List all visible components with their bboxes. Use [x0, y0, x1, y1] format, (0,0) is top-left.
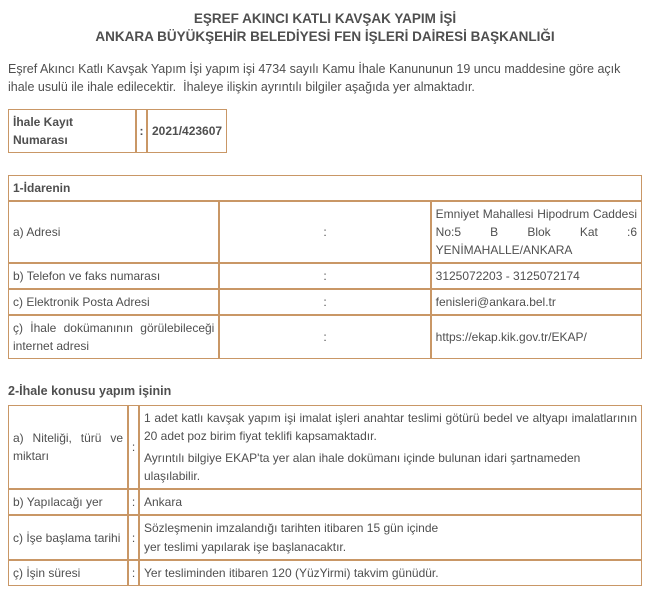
row-value-start-date: [139, 515, 642, 560]
registry-number-table: [8, 109, 227, 153]
table-row: [8, 315, 642, 359]
table-row: [8, 489, 642, 515]
row-label-location: b) Yapılacağı yer: [8, 489, 128, 515]
row-value-address: Emniyet Mahallesi Hipodrum Caddesi No:5 B Blok Kat :6 YENİMAHALLE/ANKARA: [431, 201, 642, 263]
value-line: yer teslimi yapılarak işe başlanacaktır.: [144, 540, 347, 555]
page-title-line1: EŞREF AKINCI KATLI KAVŞAK YAPIM İŞİ: [193, 11, 457, 26]
row-label-document-url: ç) İhale dokümanının görülebileceği internet adresi: [8, 315, 219, 359]
value-paragraph: 1 adet katlı kavşak yapım işi imalat işleri anahtar teslimi götürü bedel ve altyapı imalatlarının 20 adet poz birim fiyat teklifi kapsamaktadır.: [144, 411, 637, 444]
table-row: [8, 560, 642, 586]
row-value-document-url: https://ekap.kik.gov.tr/EKAP/: [431, 315, 642, 359]
section2-header: 2-İhale konusu yapım işinin: [8, 384, 172, 399]
row-label-duration: ç) İşin süresi: [8, 560, 128, 586]
registry-number-value: 2021/423607: [147, 109, 227, 153]
section2-table: [8, 405, 642, 586]
value-line: Sözleşmenin imzalandığı tarihten itibaren 15 gün içinde: [144, 521, 439, 536]
table-row: [8, 109, 227, 153]
table-row: [8, 515, 642, 560]
colon-separator: :: [219, 289, 430, 315]
page-title-line2: ANKARA BÜYÜKŞEHİR BELEDİYESİ FEN İŞLERİ DAİRESİ BAŞKANLIĞI: [95, 28, 555, 44]
table-row: [8, 405, 642, 489]
row-value-phone-fax: 3125072203 - 3125072174: [431, 263, 642, 289]
colon-separator: :: [128, 405, 139, 489]
colon-separator: :: [219, 201, 430, 263]
colon-separator: :: [136, 109, 147, 153]
table-row: [8, 289, 642, 315]
page-title: [8, 10, 642, 45]
row-value-email: fenisleri@ankara.bel.tr: [431, 289, 642, 315]
row-label-nature-type-quantity: a) Niteliği, türü ve miktarı: [8, 405, 128, 489]
registry-number-label: İhale Kayıt Numarası: [8, 109, 136, 153]
intro-paragraph: Eşref Akıncı Katlı Kavşak Yapım İşi yapım işi 4734 sayılı Kamu İhale Kanununun 19 uncu maddesine göre açık ihale usulü ile ihale edilecektir. İhaleye ilişkin ayrıntılı bilgiler aşağıda yer almaktadır.: [8, 62, 621, 95]
row-label-phone-fax: b) Telefon ve faks numarası: [8, 263, 219, 289]
row-value-nature-type-quantity: [139, 405, 642, 489]
table-row: [8, 263, 642, 289]
row-label-address: a) Adresi: [8, 201, 219, 263]
colon-separator: :: [128, 560, 139, 586]
colon-separator: :: [128, 489, 139, 515]
colon-separator: :: [128, 515, 139, 560]
colon-separator: :: [219, 263, 430, 289]
table-row: [8, 201, 642, 263]
section1-header: 1-İdarenin: [8, 175, 642, 201]
row-value-duration: Yer tesliminden itibaren 120 (YüzYirmi) takvim günüdür.: [139, 560, 642, 586]
table-row: [8, 175, 642, 201]
row-label-email: c) Elektronik Posta Adresi: [8, 289, 219, 315]
section1-table: [8, 175, 642, 359]
colon-separator: :: [219, 315, 430, 359]
value-paragraph: Ayrıntılı bilgiye EKAP'ta yer alan ihale dokümanı içinde bulunan idari şartnameden ulaşılabilir.: [144, 451, 581, 484]
row-label-start-date: c) İşe başlama tarihi: [8, 515, 128, 560]
row-value-location: Ankara: [139, 489, 642, 515]
